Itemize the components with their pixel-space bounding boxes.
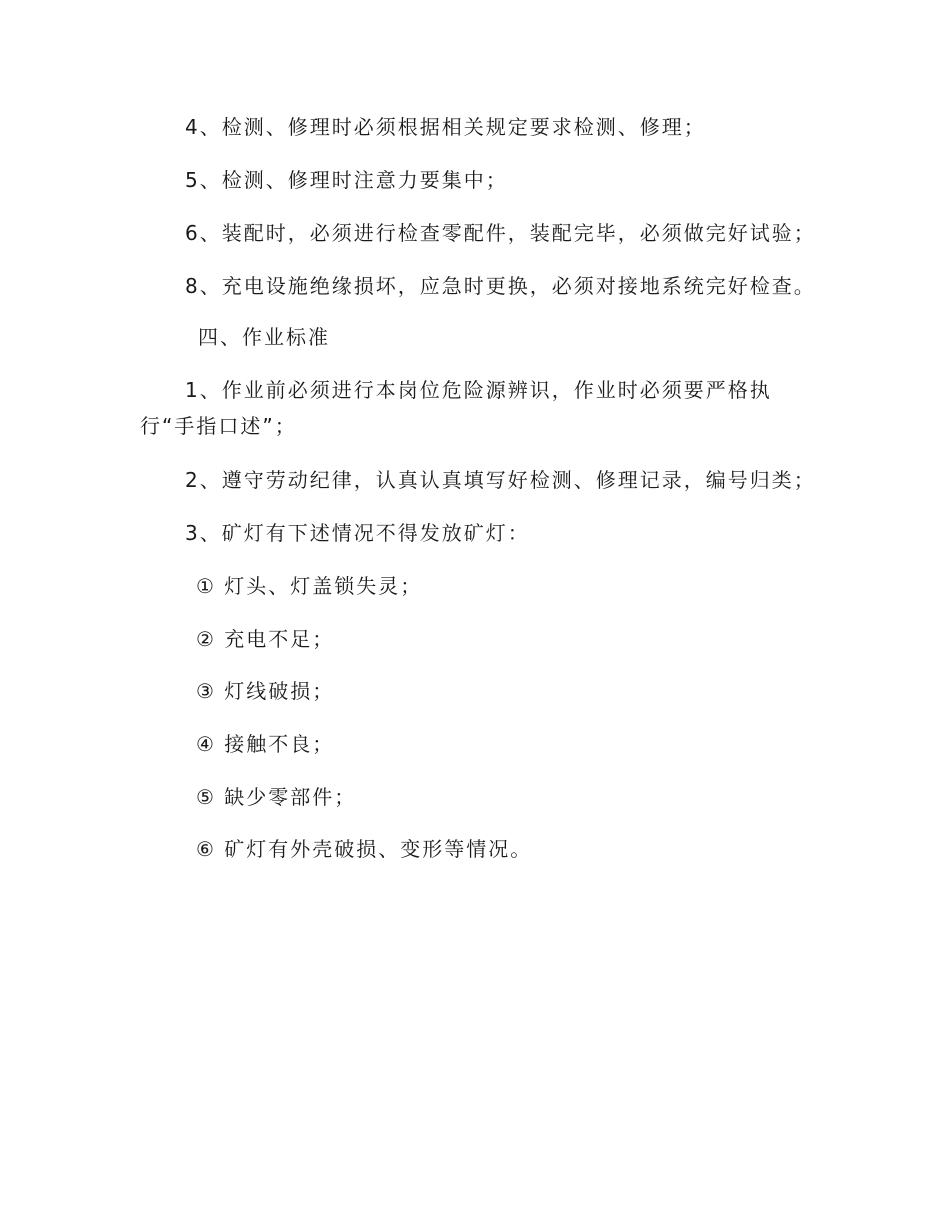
standard-item-1: 1、作业前必须进行本岗位危险源辨识，作业时必须要严格执 xyxy=(185,378,772,402)
paragraph-item-8: 8、充电设施绝缘损坏，应急时更换，必须对接地系统完好检查。 xyxy=(185,274,816,298)
section-heading: 四、作业标准 xyxy=(198,325,330,349)
paragraph-item-4: 4、检测、修理时必须根据相关规定要求检测、修理； xyxy=(185,115,706,139)
standard-item-3: 3、矿灯有下述情况不得发放矿灯： xyxy=(185,521,530,545)
standard-item-1-continued: 行“手指口述”； xyxy=(140,414,297,438)
list-item: ③ 灯线破损； xyxy=(196,679,335,703)
list-item: ⑤ 缺少零部件； xyxy=(196,785,357,809)
paragraph-item-6: 6、装配时，必须进行检查零配件，装配完毕，必须做完好试验； xyxy=(185,221,816,245)
list-item: ④ 接触不良； xyxy=(196,732,335,756)
standard-item-2: 2、遵守劳动纪律，认真认真填写好检测、修理记录，编号归类； xyxy=(185,468,816,492)
list-item: ① 灯头、灯盖锁失灵； xyxy=(196,574,423,598)
list-item: ⑥ 矿灯有外壳破损、变形等情况。 xyxy=(196,837,533,861)
paragraph-item-5: 5、检测、修理时注意力要集中； xyxy=(185,168,508,192)
list-item: ② 充电不足； xyxy=(196,627,335,651)
